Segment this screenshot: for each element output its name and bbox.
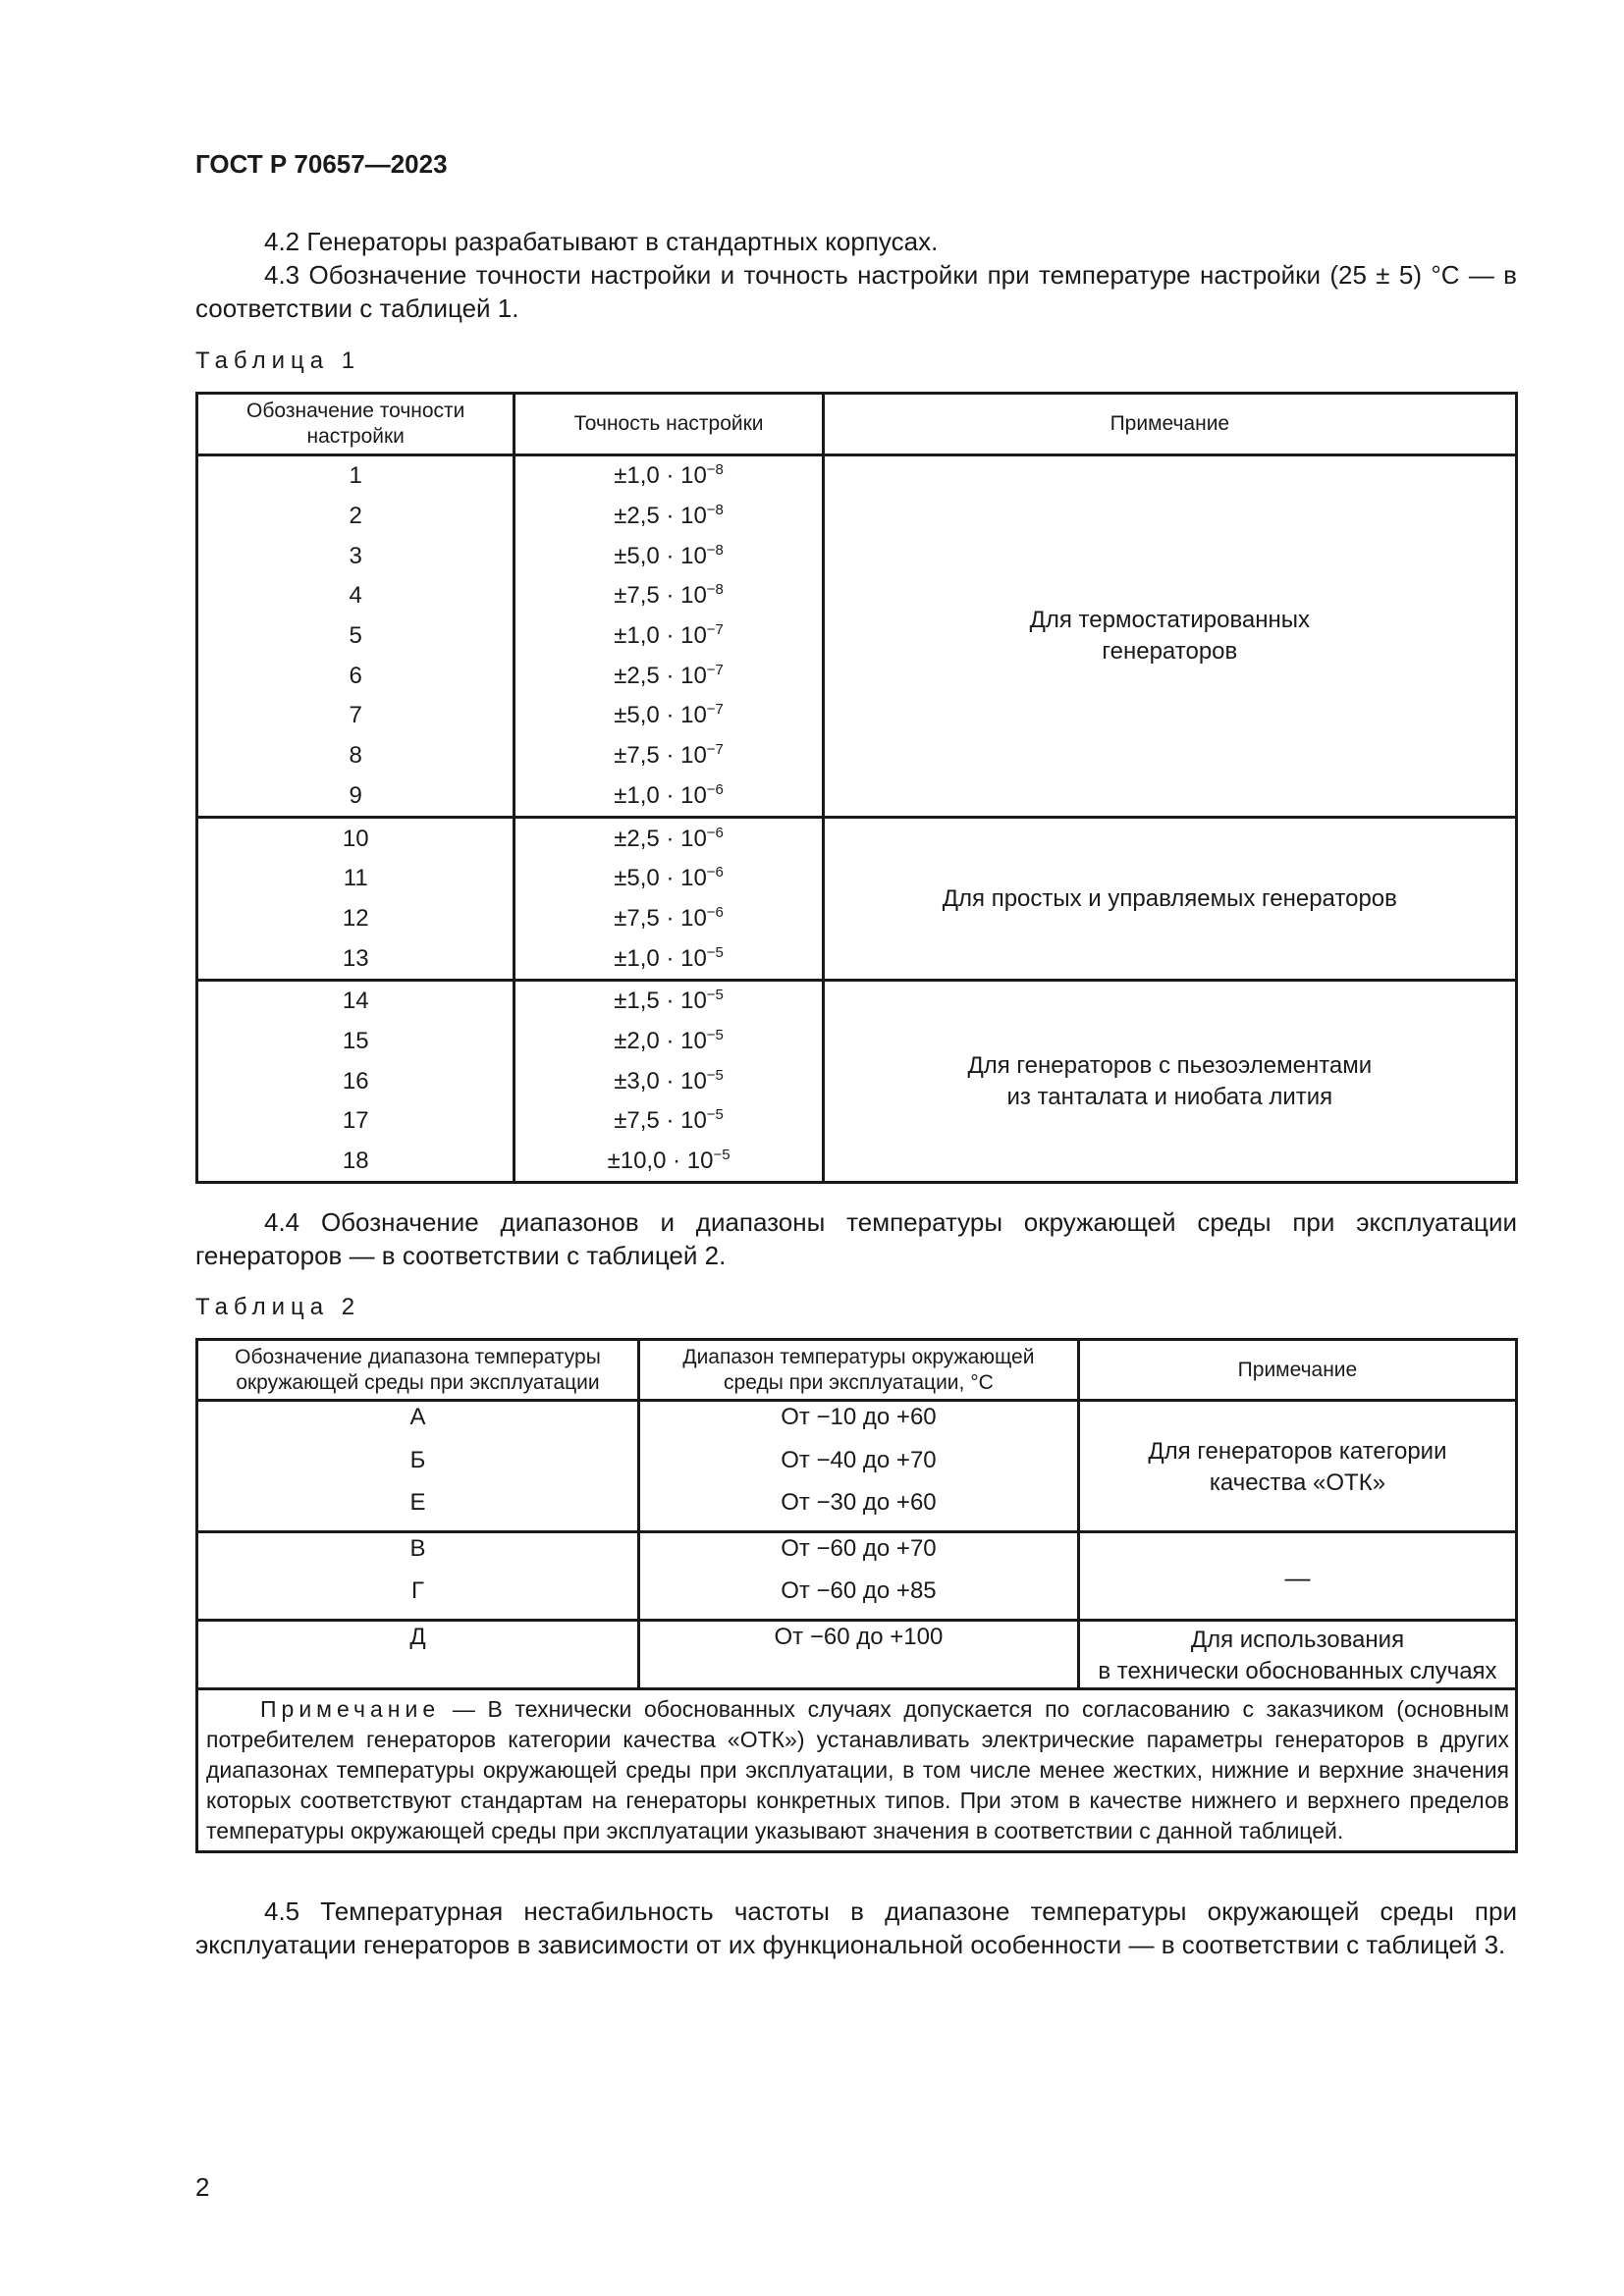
accuracy-mantissa: ±7,5 · 10 bbox=[614, 582, 707, 610]
table1-designation: 2 bbox=[197, 497, 514, 537]
table2-range: От −60 до +70 bbox=[638, 1531, 1078, 1575]
accuracy-exponent: −5 bbox=[706, 987, 724, 1004]
table1-accuracy bbox=[514, 1142, 823, 1183]
accuracy-exponent: −5 bbox=[706, 1066, 724, 1084]
table1-designation: 6 bbox=[197, 656, 514, 696]
table2-header-designation bbox=[197, 1340, 639, 1401]
table1-accuracy bbox=[514, 938, 823, 980]
table2-note-line1: — bbox=[1284, 1562, 1311, 1592]
table1-designation: 18 bbox=[197, 1142, 514, 1183]
table1-caption: Таблица 1 bbox=[195, 347, 361, 374]
table1-accuracy bbox=[514, 818, 823, 859]
table2-header-range-line2: среды при эксплуатации, °С bbox=[724, 1370, 994, 1394]
table2-header-range-line1: Диапазон температуры окружающей bbox=[682, 1345, 1035, 1368]
table1-header-designation: Обозначение точности настройки bbox=[197, 394, 514, 455]
accuracy-mantissa: ±1,0 · 10 bbox=[614, 462, 707, 490]
table1-accuracy bbox=[514, 616, 823, 657]
table1-designation: 8 bbox=[197, 736, 514, 776]
table2-note bbox=[1078, 1620, 1516, 1688]
table1-designation: 11 bbox=[197, 859, 514, 899]
table2-code: Г bbox=[197, 1575, 639, 1620]
table1-designation: 15 bbox=[197, 1022, 514, 1062]
accuracy-mantissa: ±7,5 · 10 bbox=[614, 904, 707, 932]
accuracy-mantissa: ±5,0 · 10 bbox=[614, 542, 707, 569]
table1-accuracy bbox=[514, 776, 823, 818]
paragraph-4-5: 4.5 Температурная нестабильность частоты в диапазоне температуры окружающей среды при эксплуатации генераторов в зависимости от их функциональной особенности — в соответствии с таблицей 3. bbox=[195, 1896, 1517, 1959]
table2-code: Е bbox=[197, 1487, 639, 1531]
paragraph-4-4: 4.4 Обозначение диапазонов и диапазоны температуры окружающей среды при эксплуатации генераторов — в соответствии с таблицей 2. bbox=[195, 1207, 1517, 1270]
table1-designation: 5 bbox=[197, 616, 514, 657]
table2-header-designation-line2: окружающей среды при эксплуатации bbox=[236, 1370, 600, 1394]
table1-designation: 3 bbox=[197, 536, 514, 576]
accuracy-mantissa: ±5,0 · 10 bbox=[614, 702, 707, 729]
accuracy-mantissa: ±10,0 · 10 bbox=[607, 1148, 714, 1175]
accuracy-exponent: −6 bbox=[706, 903, 724, 921]
table2-note bbox=[1078, 1401, 1516, 1532]
table1-note-line1: Для термостатированных bbox=[1029, 607, 1311, 634]
table1-accuracy bbox=[514, 899, 823, 939]
table2-header-note: Примечание bbox=[1078, 1340, 1516, 1401]
footnote-text: — В технически обоснованных случаях допускается по согласованию с заказчиком (основным потребителем генераторов категории качества «ОТК») устанавливать электрические параметры генераторов в других диапазонах температуры окружающей среды при эксплуатации, в том числе менее жестких, нижние и верхние значения которых соответствуют стандартам на генераторы конкретных типов. При этом в качестве нижнего и верхнего пределов температуры окружающей среды при эксплуатации указывают значения в соответствии с данной таблицей. bbox=[206, 1695, 1510, 1843]
table1-designation: 9 bbox=[197, 776, 514, 818]
table2-note-line2: в технически обоснованных случаях bbox=[1098, 1657, 1497, 1684]
footnote-label: Примечание bbox=[260, 1695, 441, 1722]
accuracy-exponent: −5 bbox=[713, 1147, 731, 1164]
accuracy-exponent: −7 bbox=[706, 621, 724, 639]
table1-accuracy bbox=[514, 536, 823, 576]
table2-footnote-row bbox=[197, 1688, 1517, 1851]
table2-code: Б bbox=[197, 1445, 639, 1488]
accuracy-exponent: −8 bbox=[706, 581, 724, 599]
table1-note-line1: Для генераторов с пьезоэлементами bbox=[967, 1051, 1373, 1079]
table1-accuracy bbox=[514, 736, 823, 776]
table1-accuracy bbox=[514, 696, 823, 736]
table-row bbox=[197, 455, 1517, 497]
table1-note bbox=[823, 980, 1516, 1182]
table1-designation: 16 bbox=[197, 1061, 514, 1101]
table2-footnote bbox=[197, 1688, 1517, 1851]
table2-note bbox=[1078, 1531, 1516, 1620]
accuracy-mantissa: ±1,5 · 10 bbox=[614, 988, 707, 1015]
table-row bbox=[197, 1531, 1517, 1575]
table1-designation: 17 bbox=[197, 1101, 514, 1142]
table1-designation: 1 bbox=[197, 455, 514, 497]
table1-designation: 10 bbox=[197, 818, 514, 859]
table1-accuracy bbox=[514, 1101, 823, 1142]
accuracy-exponent: −5 bbox=[706, 943, 724, 961]
table-row bbox=[197, 818, 1517, 859]
accuracy-mantissa: ±1,0 · 10 bbox=[614, 781, 707, 809]
accuracy-mantissa: ±7,5 · 10 bbox=[614, 1107, 707, 1135]
table1-note bbox=[823, 818, 1516, 981]
table1-designation: 14 bbox=[197, 980, 514, 1021]
table2-code: Д bbox=[197, 1620, 639, 1688]
table1-accuracy bbox=[514, 455, 823, 497]
table2-header-range bbox=[638, 1340, 1078, 1401]
table1-note-line1: Для простых и управляемых генераторов bbox=[942, 884, 1397, 912]
accuracy-mantissa: ±2,5 · 10 bbox=[614, 825, 707, 852]
table2-note-line2: качества «ОТК» bbox=[1209, 1468, 1386, 1496]
table2-note-line1: Для использования bbox=[1190, 1626, 1405, 1653]
accuracy-exponent: −5 bbox=[706, 1106, 724, 1124]
accuracy-mantissa: ±5,0 · 10 bbox=[614, 865, 707, 892]
accuracy-mantissa: ±3,0 · 10 bbox=[614, 1067, 707, 1095]
accuracy-exponent: −6 bbox=[706, 864, 724, 881]
table1 bbox=[195, 392, 1518, 1184]
paragraph-4-2: 4.2 Генераторы разрабатывают в стандартных корпусах. bbox=[264, 227, 939, 256]
table-row bbox=[197, 1401, 1517, 1445]
table1-note-line2: из танталата и ниобата лития bbox=[1006, 1083, 1333, 1110]
table2-note-line1: Для генераторов категории bbox=[1148, 1437, 1447, 1465]
accuracy-exponent: −8 bbox=[706, 541, 724, 559]
table1-header-accuracy: Точность настройки bbox=[514, 394, 823, 455]
page-number: 2 bbox=[195, 2172, 210, 2202]
accuracy-exponent: −6 bbox=[706, 780, 724, 798]
accuracy-exponent: −8 bbox=[706, 502, 724, 519]
table1-designation: 13 bbox=[197, 938, 514, 980]
accuracy-mantissa: ±1,0 · 10 bbox=[614, 622, 707, 650]
table-row bbox=[197, 1620, 1517, 1688]
table2-range: От −60 до +85 bbox=[638, 1575, 1078, 1620]
table1-accuracy bbox=[514, 497, 823, 537]
accuracy-exponent: −8 bbox=[706, 461, 724, 479]
table2-range: От −30 до +60 bbox=[638, 1487, 1078, 1531]
accuracy-exponent: −7 bbox=[706, 701, 724, 719]
table1-note bbox=[823, 455, 1516, 818]
paragraph-4-3: 4.3 Обозначение точности настройки и точность настройки при температуре настройки (25 ± 5) °С — в соответствии с таблицей 1. bbox=[195, 260, 1517, 323]
accuracy-mantissa: ±2,5 · 10 bbox=[614, 503, 707, 530]
table2-code: В bbox=[197, 1531, 639, 1575]
table1-header-note: Примечание bbox=[823, 394, 1516, 455]
table2-header-designation-line1: Обозначение диапазона температуры bbox=[235, 1345, 601, 1368]
table1-accuracy bbox=[514, 1022, 823, 1062]
accuracy-exponent: −5 bbox=[706, 1026, 724, 1043]
table2 bbox=[195, 1338, 1518, 1853]
table1-designation: 4 bbox=[197, 576, 514, 616]
table2-range: От −40 до +70 bbox=[638, 1445, 1078, 1488]
table1-accuracy bbox=[514, 656, 823, 696]
accuracy-exponent: −6 bbox=[706, 824, 724, 841]
accuracy-mantissa: ±2,5 · 10 bbox=[614, 662, 707, 689]
accuracy-mantissa: ±1,0 · 10 bbox=[614, 944, 707, 972]
table2-range: От −60 до +100 bbox=[638, 1620, 1078, 1688]
table2-code: А bbox=[197, 1401, 639, 1445]
accuracy-exponent: −7 bbox=[706, 661, 724, 678]
table1-accuracy bbox=[514, 859, 823, 899]
table1-note-line2: генераторов bbox=[1102, 638, 1238, 666]
accuracy-exponent: −7 bbox=[706, 741, 724, 759]
accuracy-mantissa: ±7,5 · 10 bbox=[614, 742, 707, 770]
table1-designation: 7 bbox=[197, 696, 514, 736]
table1-accuracy bbox=[514, 1061, 823, 1101]
table2-caption: Таблица 2 bbox=[195, 1294, 361, 1320]
accuracy-mantissa: ±2,0 · 10 bbox=[614, 1027, 707, 1054]
table1-accuracy bbox=[514, 980, 823, 1021]
table-row bbox=[197, 980, 1517, 1021]
document-id: ГОСТ Р 70657—2023 bbox=[195, 149, 448, 179]
table1-accuracy bbox=[514, 576, 823, 616]
table2-range: От −10 до +60 bbox=[638, 1401, 1078, 1445]
table1-designation: 12 bbox=[197, 899, 514, 939]
